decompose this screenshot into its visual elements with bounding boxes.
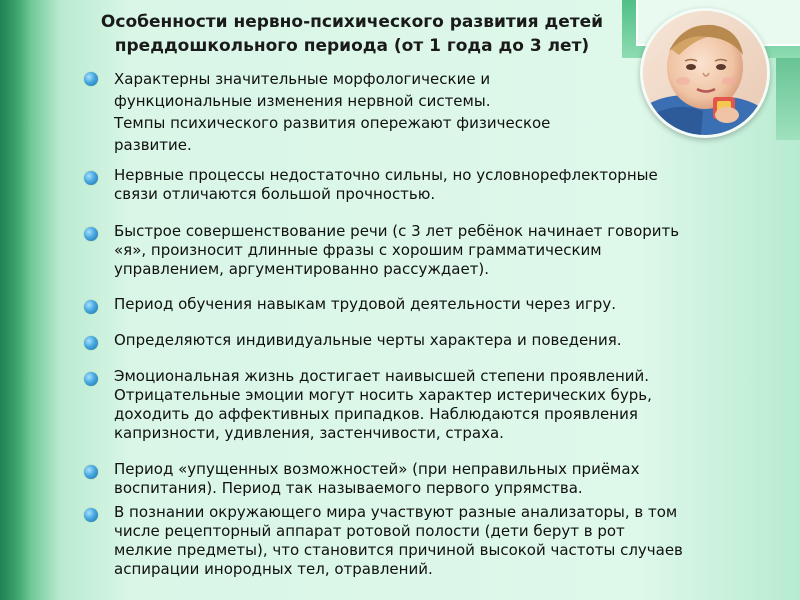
list-item-line: развитие.: [114, 136, 192, 154]
list-item: [114, 295, 616, 314]
list-item-line: капризности, удивления, застенчивости, страха.: [114, 424, 504, 442]
list-item-line: Период обучения навыкам трудовой деятельности через игру.: [114, 295, 616, 313]
bullet-icon: [84, 227, 98, 241]
bullet-icon: [84, 171, 98, 185]
list-item: [114, 503, 683, 579]
list-item-line: В познании окружающего мира участвуют разные анализаторы, в том: [114, 503, 678, 521]
list-item-line: Определяются индивидуальные черты характера и поведения.: [114, 331, 622, 349]
list-item: [114, 460, 639, 498]
list-item: [114, 166, 658, 204]
bullet-icon: [84, 465, 98, 479]
bullet-icon: [84, 336, 98, 350]
list-item-line: Нервные процессы недостаточно сильны, но условнорефлекторные: [114, 166, 658, 184]
list-item-line: управлением, аргументированно рассуждает).: [114, 260, 490, 278]
list-item: [114, 331, 622, 350]
list-item: [114, 367, 652, 443]
list-item: [114, 222, 679, 279]
title-line-1: Особенности нервно-психического развития детей: [100, 12, 604, 32]
bullet-icon: [84, 372, 98, 386]
title-line-2: преддошкольного периода (от 1 года до 3 лет): [114, 36, 590, 56]
list-item-line: аспирации инородных тел, отравлений.: [114, 560, 433, 578]
list-item-line: Период «упущенных возможностей» (при неправильных приёмах: [114, 460, 640, 478]
list-item-line: мелкие предметы), что становится причиной высокой частоты случаев: [114, 541, 683, 559]
list-item-line: Быстрое совершенствование речи (с 3 лет ребёнок начинает говорить: [114, 222, 680, 240]
list-item-line: функциональные изменения нервной системы.: [114, 92, 491, 110]
list-item-line: Темпы психического развития опережают физическое: [114, 114, 551, 132]
list-item-line: Эмоциональная жизнь достигает наивысшей степени проявлений.: [114, 367, 650, 385]
bullet-icon: [84, 300, 98, 314]
list-item-line: связи отличаются большой прочностью.: [114, 185, 436, 203]
bullet-icon: [84, 72, 98, 86]
list-item-line: воспитания). Период так называемого первого упрямства.: [114, 479, 583, 497]
list-item-line: доходить до аффективных припадков. Наблюдаются проявления: [114, 405, 638, 423]
list-item: [114, 68, 550, 156]
bullet-icon: [84, 508, 98, 522]
list-item-line: числе рецепторный аппарат ротовой полости (дети берут в рот: [114, 522, 625, 540]
list-item-line: «я», произносит длинные фразы с хорошим грамматическим: [114, 241, 602, 259]
list-item-line: Характерны значительные морфологические и: [114, 70, 491, 88]
list-item-line: Отрицательные эмоции могут носить характер истерических бурь,: [114, 386, 652, 404]
